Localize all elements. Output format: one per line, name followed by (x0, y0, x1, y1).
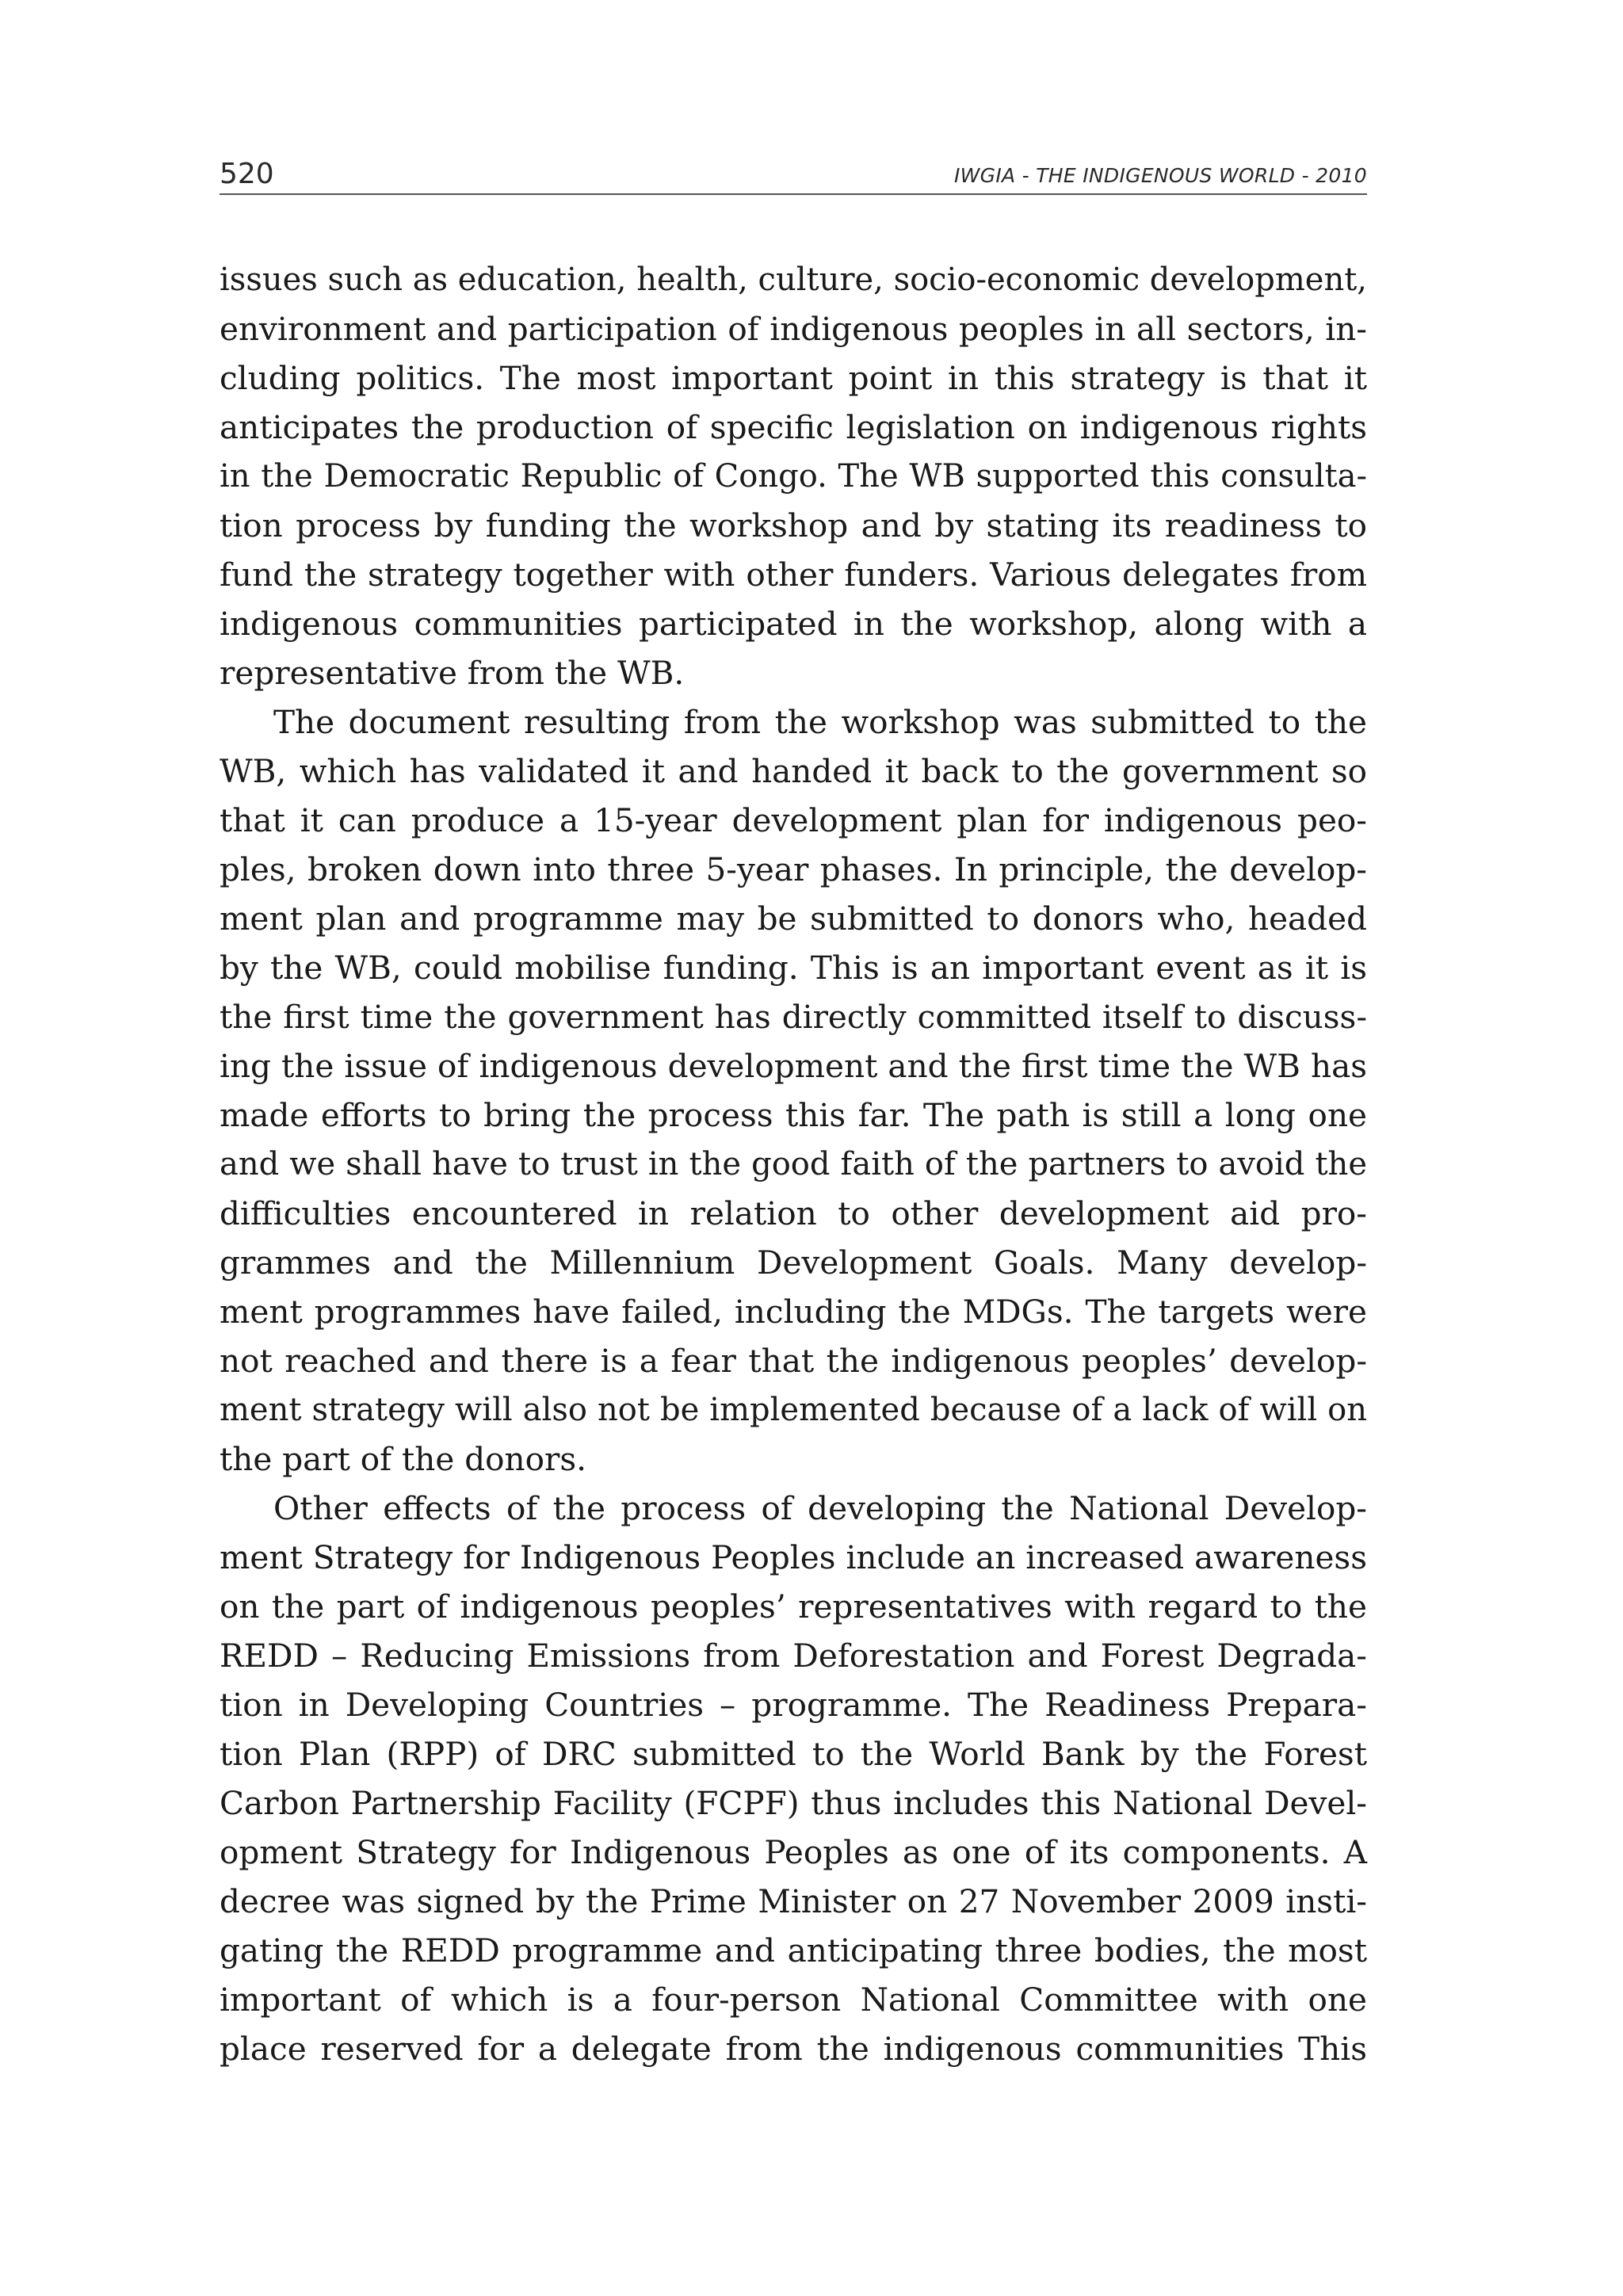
text-line: ment strategy will also not be implemented because of a lack of will on (220, 1392, 1367, 1428)
text-line: fund the strategy together with other funders. Various delegates from (220, 556, 1367, 594)
text-line: cluding politics. The most important point in this strategy is that it (220, 359, 1367, 397)
text-line: grammes and the Millennium Development Goals. Many develop- (220, 1244, 1367, 1282)
text-line: ment plan and programme may be submitted to donors who, headed (220, 900, 1367, 938)
text-line: environment and participation of indigenous peoples in all sectors, in- (220, 310, 1367, 348)
text-line: important of which is a four-person National Committee with one (220, 1981, 1367, 2019)
text-line: indigenous communities participated in the workshop, along with a (220, 605, 1367, 643)
text-line: by the WB, could mobilise funding. This is an important event as it is (220, 949, 1367, 987)
text-line: on the part of indigenous peoples’ representatives with regard to the (220, 1587, 1367, 1626)
text-line: opment Strategy for Indigenous Peoples as one of its components. A (220, 1833, 1367, 1871)
running-header (220, 152, 1367, 195)
text-line: issues such as education, health, culture, socio-economic development, (220, 262, 1367, 298)
text-line: in the Democratic Republic of Congo. The WB supported this consulta- (220, 458, 1367, 495)
text-line: ment Strategy for Indigenous Peoples include an increased awareness (220, 1538, 1367, 1576)
page-number: 520 (220, 158, 274, 190)
text-line: made efforts to bring the process this far. The path is still a long one (220, 1096, 1367, 1134)
text-line: anticipates the production of specific legislation on indigenous rights (220, 408, 1367, 446)
text-line: gating the REDD programme and anticipating three bodies, the most (220, 1931, 1367, 1969)
text-line: ples, broken down into three 5-year phases. In principle, the develop- (220, 850, 1367, 888)
text-line: Other effects of the process of developing the National Develop- (273, 1489, 1367, 1527)
text-line: that it can produce a 15-year development plan for indigenous peo- (220, 801, 1367, 839)
text-line: representative from the WB. (220, 654, 685, 692)
text-line: not reached and there is a fear that the indigenous peoples’ develop- (220, 1342, 1367, 1380)
publication-title: IWGIA - THE INDIGENOUS WORLD - 2010 (953, 164, 1367, 187)
text-line: Carbon Partnership Facility (FCPF) thus includes this National Devel- (220, 1784, 1367, 1822)
text-line: place reserved for a delegate from the indigenous communities This (220, 2030, 1367, 2068)
text-line: tion process by funding the workshop and by stating its readiness to (220, 506, 1367, 544)
text-line: and we shall have to trust in the good faith of the partners to avoid the (220, 1146, 1367, 1182)
body-text (220, 255, 1367, 2073)
text-line: WB, which has validated it and handed it back to the government so (220, 752, 1367, 790)
text-line: difficulties encountered in relation to other development aid pro- (220, 1194, 1367, 1232)
text-line: ment programmes have failed, including the MDGs. The targets were (220, 1293, 1367, 1331)
text-line: The document resulting from the workshop was submitted to the (273, 703, 1367, 741)
text-line: REDD – Reducing Emissions from Deforestation and Forest Degrada- (220, 1637, 1367, 1675)
text-line: tion Plan (RPP) of DRC submitted to the World Bank by the Forest (220, 1735, 1367, 1773)
text-line: decree was signed by the Prime Minister on 27 November 2009 insti- (220, 1882, 1367, 1920)
text-line: ing the issue of indigenous development and the first time the WB has (220, 1047, 1367, 1085)
text-line: the first time the government has directly committed itself to discuss- (220, 998, 1367, 1036)
text-line: tion in Developing Countries – programme. The Readiness Prepara- (220, 1686, 1367, 1724)
text-line: the part of the donors. (220, 1440, 587, 1478)
